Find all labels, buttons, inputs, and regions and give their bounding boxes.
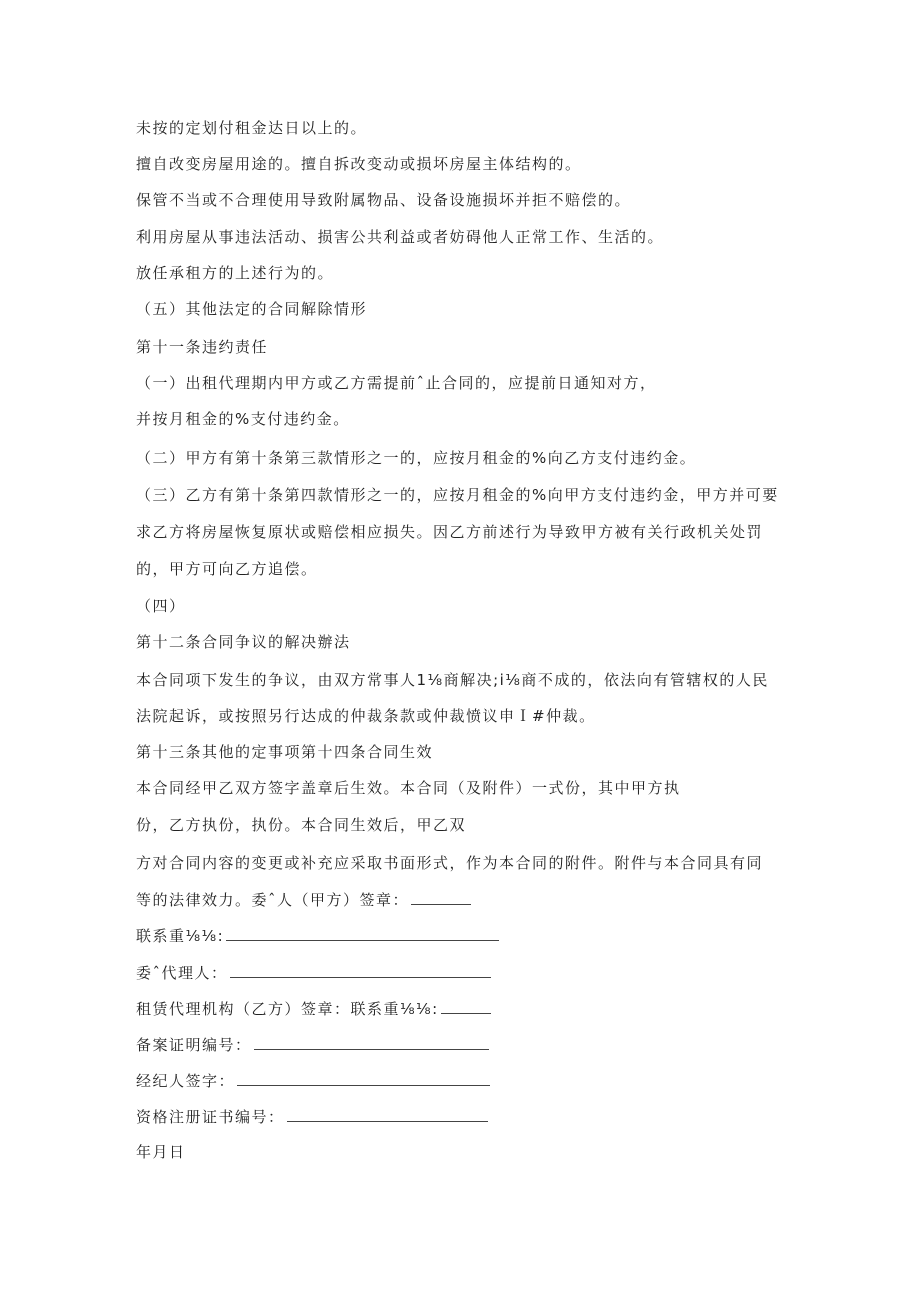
article-heading: 第十二条合同争议的解决辦法 bbox=[136, 633, 351, 651]
agent-blank[interactable] bbox=[230, 962, 491, 978]
principal-signature-blank[interactable] bbox=[411, 889, 471, 905]
principal-signature-label: 等的法律效力。委ˆ人（甲方）签章： bbox=[136, 891, 410, 909]
clause-text-line: （三）乙方有第十条第四款情形之一的，应按月租金的%向甲方支付违约金，甲方并可要 bbox=[136, 486, 779, 504]
clause-text-line: 求乙方将房屋恢复原状或赔偿相应损失。因乙方前述行为导致甲方被有关行政机关处罚 bbox=[136, 523, 764, 541]
agency-signature-label: 租赁代理机构（乙方）签章：联系重⅛⅛: bbox=[136, 1000, 439, 1018]
clause-text-line: 未按的定划付租金达日以上的。 bbox=[136, 119, 368, 137]
article-heading: 第十一条违约责任 bbox=[136, 338, 269, 356]
certificate-number-blank[interactable] bbox=[287, 1106, 488, 1122]
certificate-number-line bbox=[136, 1106, 488, 1127]
agency-contact-blank[interactable] bbox=[441, 998, 491, 1014]
certificate-number-label: 资格注册证书编号： bbox=[136, 1108, 285, 1126]
clause-text-line: （一）出租代理期内甲方或乙方需提前ˆ止合同的，应提前日通知对方， bbox=[136, 374, 657, 392]
record-number-line bbox=[136, 1034, 489, 1055]
clause-text-line: 并按月租金的%支付违约金。 bbox=[136, 410, 350, 428]
agent-line bbox=[136, 962, 491, 983]
clause-text-line: 份，乙方执份，执份。本合同生效后，甲乙双 bbox=[136, 816, 467, 834]
clause-text-line: 方对合同内容的变更或补充应采取书面形式，作为本合同的附件。附件与本合同具有同 bbox=[136, 854, 764, 872]
broker-signature-label: 经纪人签字： bbox=[136, 1072, 236, 1090]
section-heading: （五）其他法定的合同解除情形 bbox=[136, 300, 368, 318]
clause-text-line: （二）甲方有第十条第三款情形之一的，应按月租金的%向乙方支付违约金。 bbox=[136, 449, 697, 467]
clause-text-line: 法院起诉，或按照另行达成的仲裁条款或仲裁愤议申Ｉ#仲裁。 bbox=[136, 707, 596, 725]
clause-text-line: 本合同项下发生的争议，由双方常事人1⅛商解决;i⅛商不成的，依法向有管辖权的人民 bbox=[136, 671, 769, 689]
broker-signature-blank[interactable] bbox=[237, 1070, 490, 1086]
clause-text-line: 保管不当或不合理使用导致附属物品、设备设施损坏并拒不赔偿的。 bbox=[136, 191, 632, 209]
contact-phone-line bbox=[136, 925, 499, 946]
clause-text-line: 擅自改变房屋用途的。擅自拆改变动或损坏房屋主体结构的。 bbox=[136, 155, 582, 173]
broker-signature-line bbox=[136, 1070, 490, 1091]
contact-phone-label: 联系重⅛⅛: bbox=[136, 927, 225, 945]
contact-phone-blank[interactable] bbox=[226, 925, 499, 941]
agent-label: 委ˆ代理人： bbox=[136, 964, 228, 982]
agency-signature-line bbox=[136, 998, 491, 1019]
clause-text-line: 的，甲方可向乙方追偿。 bbox=[136, 560, 318, 578]
clause-text-line: 本合同经甲乙双方签字盖章后生效。本合同（及附件）一式份，其中甲方执 bbox=[136, 779, 681, 797]
clause-text-line: 利用房屋从事违法活动、损害公共利益或者妨碍他人正常工作、生活的。 bbox=[136, 228, 665, 246]
clause-text-line: （四） bbox=[136, 597, 186, 615]
record-number-label: 备案证明编号： bbox=[136, 1036, 252, 1054]
date-line: 年月日 bbox=[136, 1143, 186, 1161]
clause-text-line: 放任承租方的上述行为的。 bbox=[136, 264, 335, 282]
principal-signature-line bbox=[136, 889, 471, 910]
record-number-blank[interactable] bbox=[254, 1034, 489, 1050]
article-heading: 第十三条其他的定事项第十四条合同生效 bbox=[136, 743, 434, 761]
